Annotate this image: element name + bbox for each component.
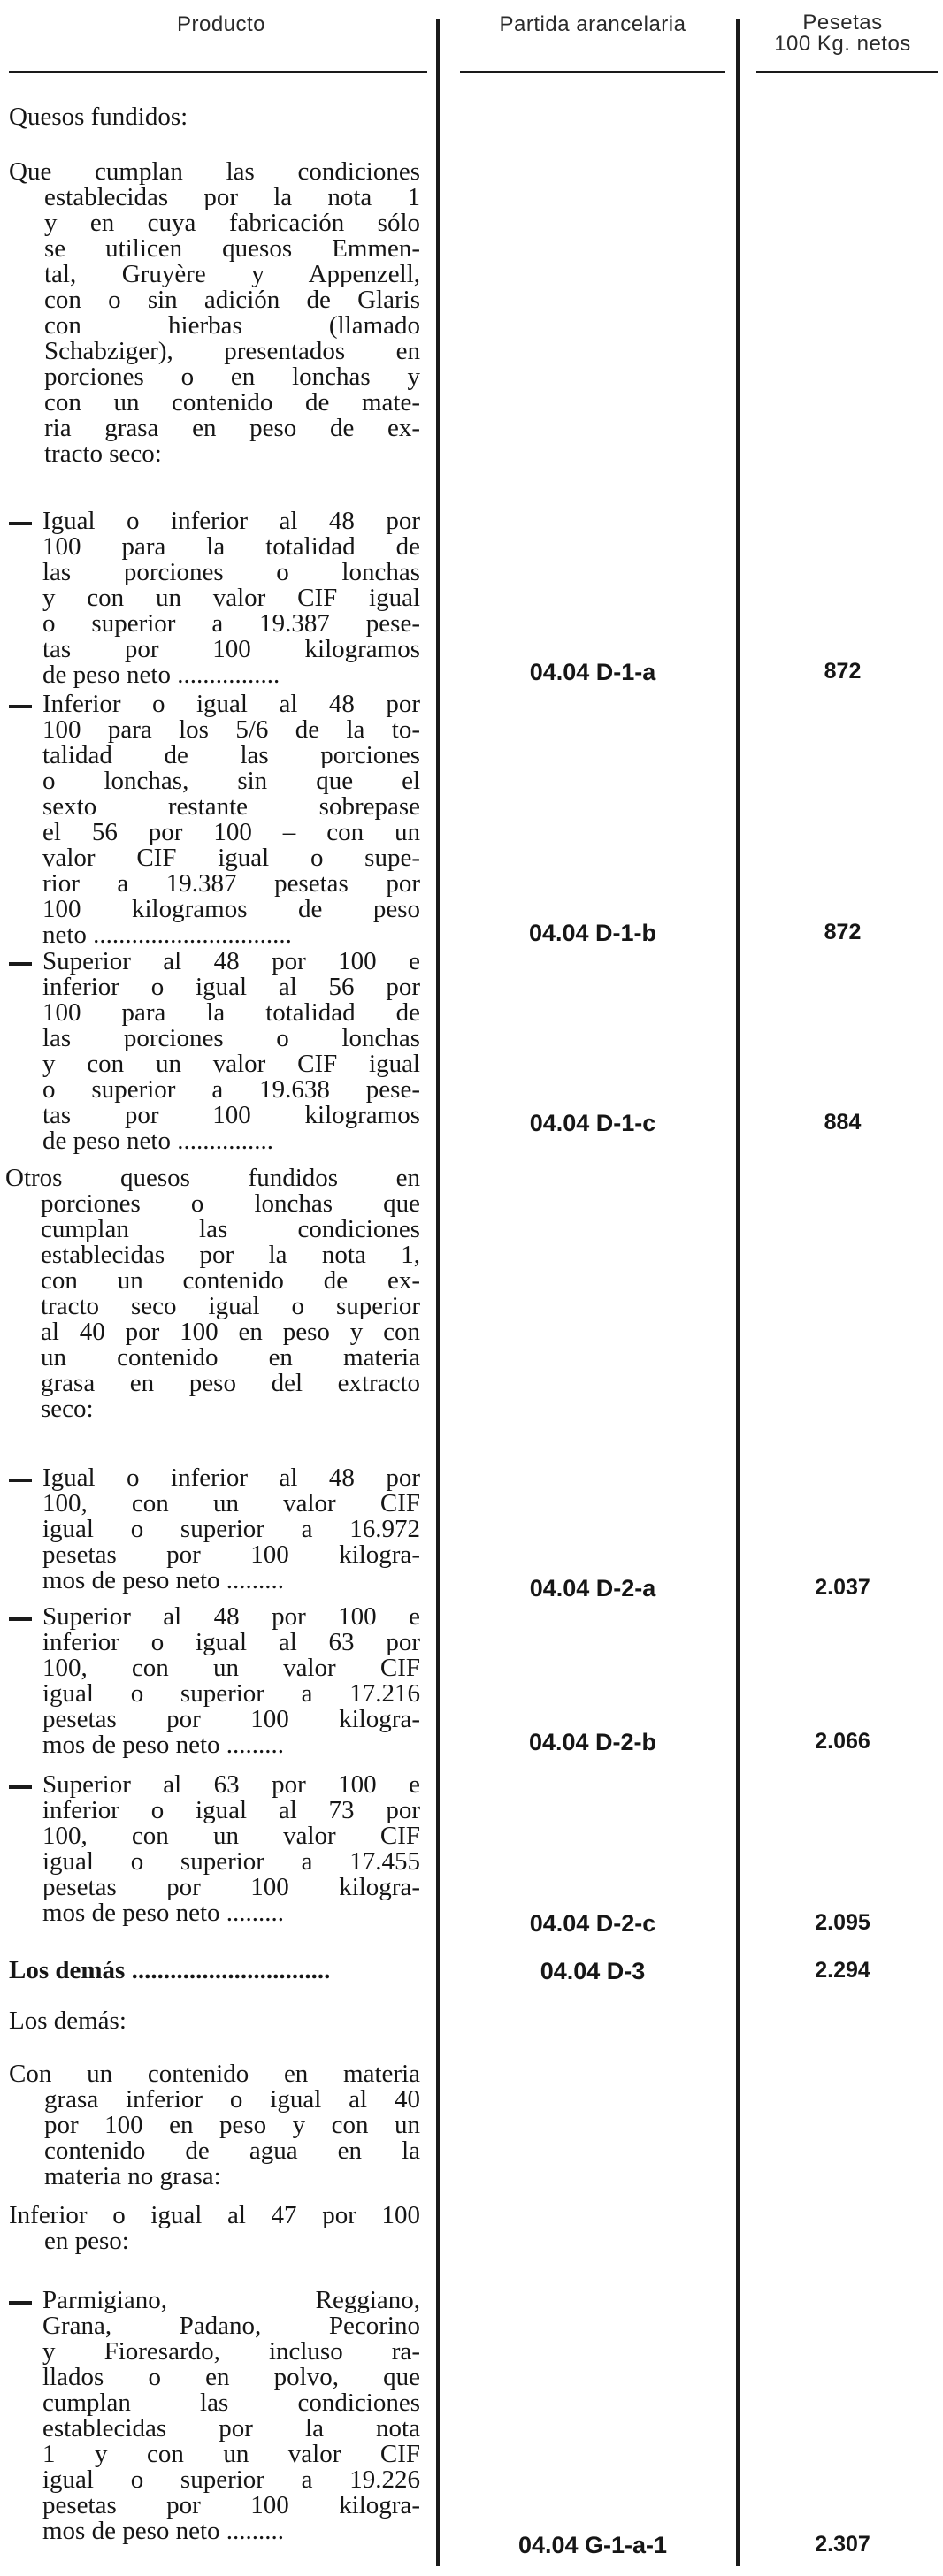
- text-line: establecidas por la nota: [42, 2414, 420, 2442]
- text-line: en peso:: [44, 2227, 129, 2255]
- text-line: igual o superior a 17.455: [42, 1847, 420, 1876]
- text-line: 100 para la totalidad de: [42, 998, 420, 1027]
- dash-marker: [9, 1479, 32, 1482]
- text-line: inferior o igual al 63 por: [42, 1628, 420, 1656]
- text-line: porciones o lonchas que: [41, 1189, 420, 1218]
- text-line: cumplan las condiciones: [42, 2389, 420, 2417]
- price-value-2c: 2.095: [815, 1910, 870, 1935]
- paragraph-otros-quesos: [5, 1166, 420, 1422]
- text-line: Parmigiano, Reggiano,: [42, 2286, 420, 2314]
- item-text-2a: [42, 1465, 420, 1594]
- text-line: inferior o igual al 73 por: [42, 1796, 420, 1824]
- paragraph-con-contenido: [9, 2061, 420, 2190]
- text-line: Schabziger), presentados en: [44, 337, 420, 365]
- text-line: y con un valor CIF igual: [42, 1050, 420, 1078]
- text-line: igual o superior a 17.216: [42, 1679, 420, 1708]
- item-text-1b: [42, 692, 420, 948]
- text-line: grasa en peso del extracto: [41, 1369, 420, 1397]
- text-line: tas por 100 kilogramos: [42, 1101, 420, 1129]
- text-line: 100 para la totalidad de: [42, 532, 420, 561]
- tariff-code-1a: 04.04 D-1-a: [529, 659, 656, 685]
- text-line: valor CIF igual o supe-: [42, 844, 420, 872]
- text-line: con un contenido de ex-: [41, 1266, 420, 1295]
- text-line: Inferior o igual al 48 por: [42, 690, 420, 718]
- text-line: seco:: [41, 1395, 94, 1423]
- text-line: cumplan las condiciones: [41, 1215, 420, 1243]
- text-line: y con un valor CIF igual: [42, 584, 420, 612]
- los-demas-line: Los demás ...............................: [9, 1956, 331, 1984]
- text-line: pesetas por 100 kilogra-: [42, 1705, 420, 1733]
- dash-marker: [9, 705, 32, 708]
- text-line: Con un contenido en materia: [9, 2060, 420, 2088]
- text-line: Otros quesos fundidos en: [5, 1164, 420, 1192]
- text-line: de peso neto ...............: [42, 1127, 273, 1155]
- tariff-code-1c: 04.04 D-1-c: [529, 1110, 656, 1136]
- text-line: 100, con un valor CIF: [42, 1822, 420, 1850]
- text-line: las porciones o lonchas: [42, 1024, 420, 1052]
- text-line: con o sin adición de Glaris: [44, 286, 420, 314]
- dash-marker: [9, 1617, 32, 1621]
- text-line: 100, con un valor CIF: [42, 1654, 420, 1682]
- text-line: 1 y con un valor CIF: [42, 2440, 420, 2468]
- text-line: tracto seco:: [44, 440, 162, 468]
- dash-marker: [9, 522, 32, 525]
- price-value-3: 2.294: [815, 1958, 870, 1983]
- item-text-2c: [42, 1772, 420, 1926]
- text-line: con hierbas (llamado: [44, 311, 420, 340]
- column-divider-1: [436, 19, 440, 2566]
- tariff-code-2b: 04.04 D-2-b: [528, 1729, 657, 1755]
- price-value-1a: 872: [824, 659, 862, 684]
- price-value-2a: 2.037: [815, 1575, 870, 1600]
- tariff-code-2a: 04.04 D-2-a: [529, 1575, 656, 1601]
- text-line: 100 kilogramos de peso: [42, 895, 420, 923]
- text-line: Igual o inferior al 48 por: [42, 1464, 420, 1492]
- tariff-code-2c: 04.04 D-2-c: [529, 1910, 656, 1937]
- text-line: se utilicen quesos Emmen-: [44, 234, 420, 263]
- text-line: mos de peso neto .........: [42, 2517, 285, 2545]
- dash-marker: [9, 962, 32, 966]
- text-line: neto ...............................: [42, 921, 292, 949]
- section-heading-quesos-fundidos: Quesos fundidos:: [9, 103, 188, 131]
- text-line: Superior al 63 por 100 e: [42, 1770, 420, 1799]
- text-line: inferior o igual al 56 por: [42, 973, 420, 1001]
- text-line: tas por 100 kilogramos: [42, 635, 420, 663]
- text-line: mos de peso neto .........: [42, 1566, 285, 1594]
- text-line: tal, Gruyère y Appenzell,: [44, 260, 420, 288]
- column-header-pesetas-line1: Pesetas: [802, 11, 883, 34]
- column-header-partida: Partida arancelaria: [499, 12, 686, 36]
- price-value-1c: 884: [824, 1110, 862, 1135]
- text-line: 100, con un valor CIF: [42, 1489, 420, 1517]
- price-value-1b: 872: [824, 920, 862, 944]
- text-line: o lonchas, sin que el: [42, 767, 420, 795]
- text-line: porciones o en lonchas y: [44, 363, 420, 391]
- text-line: el 56 por 100 – con un: [42, 818, 420, 846]
- text-line: de peso neto ................: [42, 661, 280, 689]
- text-line: Superior al 48 por 100 e: [42, 1602, 420, 1631]
- section-heading-los-demas: Los demás:: [9, 2007, 126, 2035]
- text-line: talidad de las porciones: [42, 741, 420, 769]
- text-line: o superior a 19.387 pese-: [42, 609, 420, 638]
- column-header-pesetas: [748, 12, 938, 55]
- text-line: por 100 en peso y con un: [44, 2111, 420, 2139]
- text-line: grasa inferior o igual al 40: [44, 2085, 420, 2114]
- text-line: contenido de agua en la: [44, 2136, 420, 2165]
- text-line: pesetas por 100 kilogra-: [42, 1540, 420, 1569]
- text-line: Superior al 48 por 100 e: [42, 947, 420, 975]
- column-header-pesetas-line2: 100 Kg. netos: [774, 32, 911, 56]
- text-line: 100 para los 5/6 de la to-: [42, 715, 420, 744]
- text-line: y Fioresardo, incluso ra-: [42, 2337, 420, 2366]
- text-line: o superior a 19.638 pese-: [42, 1075, 420, 1104]
- text-line: llados o en polvo, que: [42, 2363, 420, 2391]
- text-line: Inferior o igual al 47 por 100: [9, 2201, 420, 2229]
- text-line: ria grasa en peso de ex-: [44, 414, 420, 442]
- tariff-code-3: 04.04 D-3: [540, 1958, 646, 1984]
- tariff-code-g1a1: 04.04 G-1-a-1: [518, 2532, 668, 2558]
- text-line: pesetas por 100 kilogra-: [42, 2491, 420, 2519]
- text-line: las porciones o lonchas: [42, 558, 420, 586]
- dash-marker: [9, 2301, 32, 2305]
- text-line: tracto seco igual o superior: [41, 1292, 420, 1320]
- header-rule-pesetas: [756, 71, 938, 73]
- text-line: mos de peso neto .........: [42, 1899, 285, 1927]
- price-value-g1a1: 2.307: [815, 2532, 870, 2557]
- item-text-g1a1: [42, 2288, 420, 2544]
- text-line: establecidas por la nota 1: [44, 183, 420, 211]
- text-line: rior a 19.387 pesetas por: [42, 869, 420, 898]
- header-rule-partida: [460, 71, 725, 73]
- column-divider-2: [736, 19, 740, 2566]
- text-line: y en cuya fabricación sólo: [44, 209, 420, 237]
- item-text-2b: [42, 1604, 420, 1758]
- dash-marker: [9, 1785, 32, 1789]
- text-line: igual o superior a 16.972: [42, 1515, 420, 1543]
- text-line: Grana, Padano, Pecorino: [42, 2312, 420, 2340]
- text-line: sexto restante sobrepase: [42, 792, 420, 821]
- paragraph-inferior-47: [9, 2203, 420, 2254]
- item-text-1c: [42, 949, 420, 1154]
- text-line: materia no grasa:: [44, 2162, 221, 2190]
- header-rule-producto: [9, 71, 427, 73]
- text-line: al 40 por 100 en peso y con: [41, 1318, 420, 1346]
- text-line: igual o superior a 19.226: [42, 2465, 420, 2494]
- paragraph-que-cumplan: [9, 159, 420, 467]
- text-line: un contenido en materia: [41, 1343, 420, 1372]
- item-text-1a: [42, 508, 420, 688]
- text-line: mos de peso neto .........: [42, 1731, 285, 1759]
- text-line: Que cumplan las condiciones: [9, 157, 420, 186]
- text-line: Igual o inferior al 48 por: [42, 507, 420, 535]
- price-value-2b: 2.066: [815, 1729, 870, 1754]
- text-line: establecidas por la nota 1,: [41, 1241, 420, 1269]
- text-line: pesetas por 100 kilogra-: [42, 1873, 420, 1901]
- column-header-producto: Producto: [176, 12, 266, 36]
- tariff-code-1b: 04.04 D-1-b: [528, 920, 657, 946]
- text-line: con un contenido de mate-: [44, 388, 420, 417]
